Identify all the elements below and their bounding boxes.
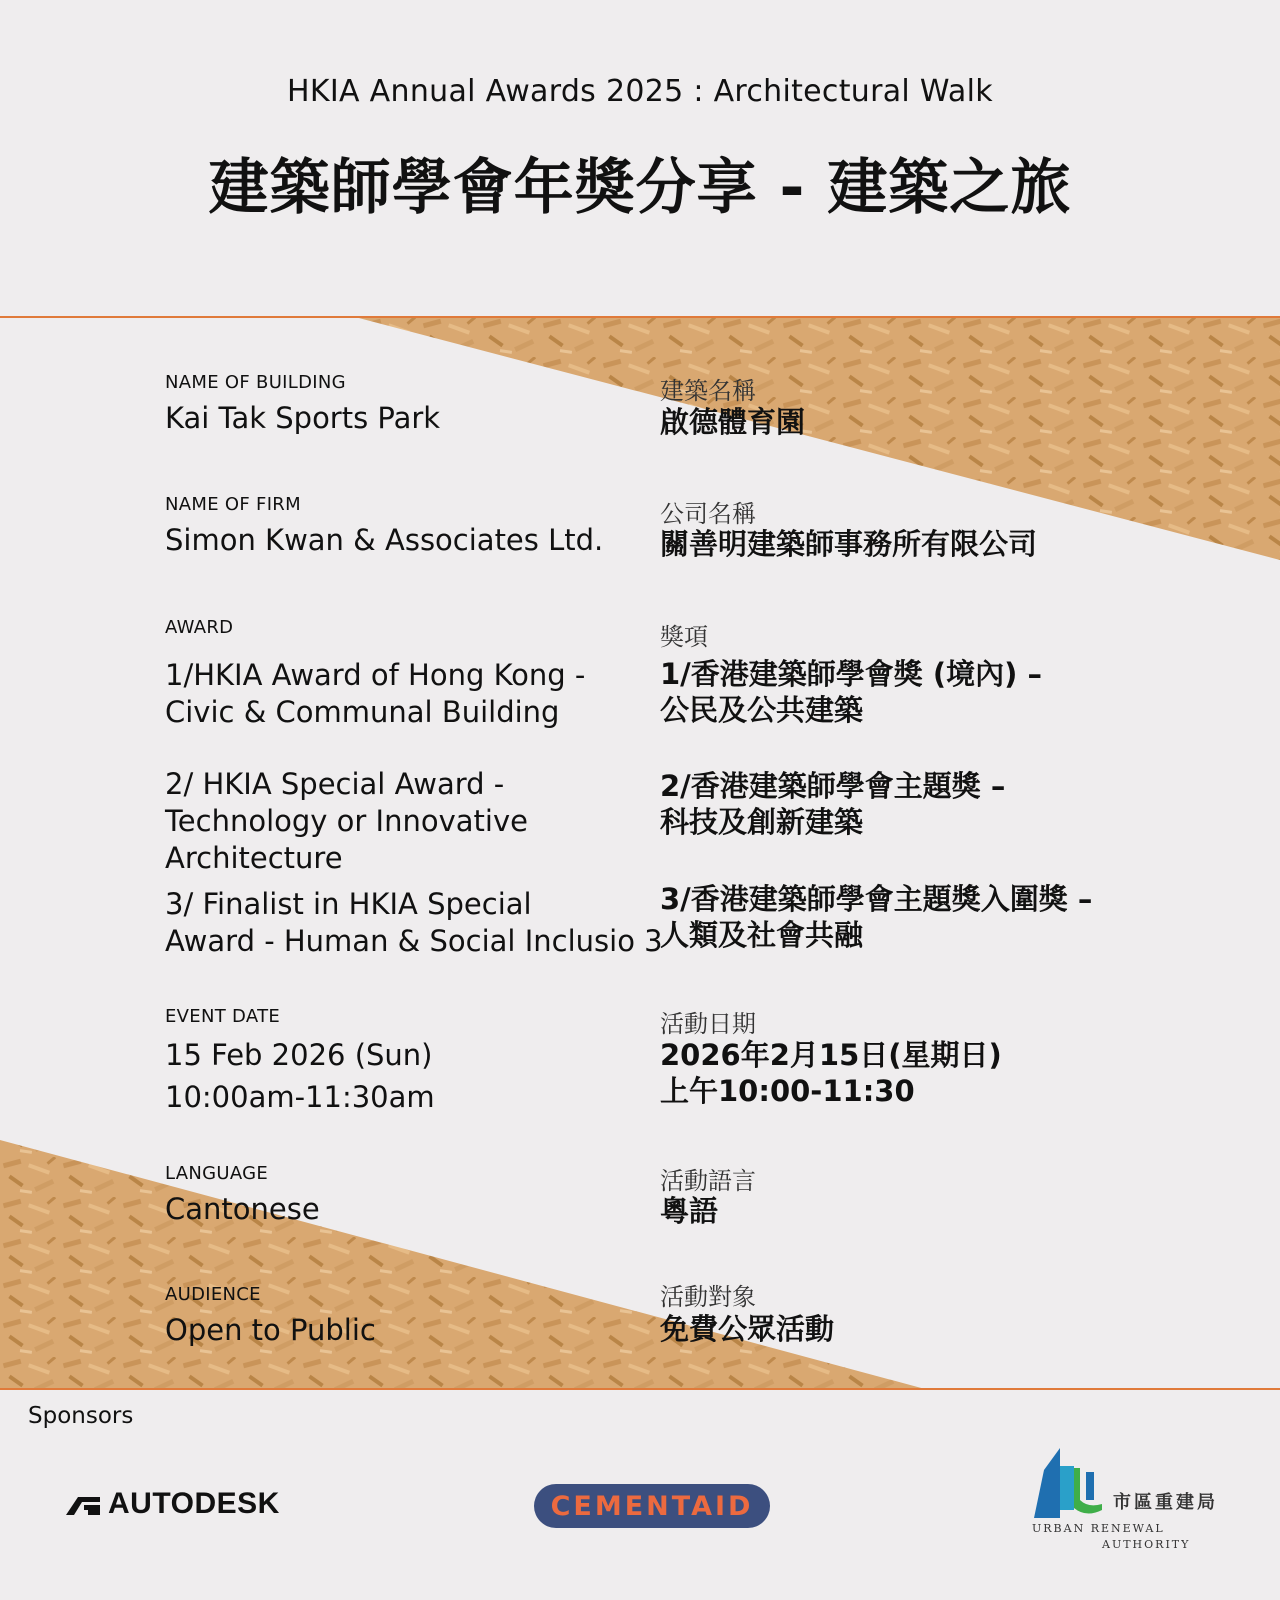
language-label-en: LANGUAGE [165,1163,269,1184]
award-label-zh: 獎項 [660,623,708,651]
audience-value-en: Open to Public [165,1313,376,1347]
building-value-zh: 啟德體育園 [660,405,806,439]
building-label-en: NAME OF BUILDING [165,372,346,393]
ura-name-en-line1: URBAN RENEWAL [1032,1522,1165,1535]
ura-name-zh: 市區重建局 [1113,1492,1218,1513]
language-label-zh: 活動語言 [660,1167,756,1195]
date-value-en: 15 Feb 2026 (Sun) 10:00am-11:30am [165,1038,435,1114]
award-item-1-en: 1/HKIA Award of Hong Kong - Civic & Communal Building [165,658,586,729]
date-value-zh: 2026年2月15日(星期日) 上午10:00-11:30 [660,1038,1002,1108]
audience-value-zh: 免費公眾活動 [660,1312,835,1346]
autodesk-logo [66,1488,280,1520]
sponsors-heading: Sponsors [28,1403,134,1429]
page-title-en: HKIA Annual Awards 2025 : Architectural Walk [287,74,993,109]
award-item-3-en: 3/ Finalist in HKIA Special Award - Human & Social Inclusio 3 [165,887,663,958]
language-value-zh: 粵語 [660,1194,719,1228]
firm-value-en: Simon Kwan & Associates Ltd. [165,523,604,557]
award-item-3-zh: 3/香港建築師學會主題獎入圍獎 – 人類及社會共融 [660,882,1093,952]
page-title-zh: 建築師學會年獎分享 - 建築之旅 [208,153,1072,223]
building-label-zh: 建築名稱 [660,377,756,405]
audience-label-zh: 活動對象 [660,1283,756,1311]
award-item-2-zh: 2/香港建築師學會主題獎 – 科技及創新建築 [660,769,1006,839]
building-value-en: Kai Tak Sports Park [165,401,441,435]
award-item-2-en: 2/ HKIA Special Award - Technology or Innovative Architecture [165,767,528,875]
audience-label-en: AUDIENCE [165,1284,261,1305]
award-item-1-zh: 1/香港建築師學會獎 (境內) – 公民及公共建築 [660,657,1042,727]
firm-label-en: NAME OF FIRM [165,494,301,515]
date-label-zh: 活動日期 [660,1010,756,1038]
award-label-en: AWARD [165,617,234,638]
cementaid-wordmark: CEMENTAID [550,1490,754,1522]
date-label-en: EVENT DATE [165,1006,281,1027]
language-value-en: Cantonese [165,1192,320,1226]
autodesk-mark-icon [66,1493,100,1515]
ura-mark-icon [1030,1448,1110,1520]
cementaid-logo [534,1484,770,1528]
firm-label-zh: 公司名稱 [660,500,756,528]
ura-logo [1030,1448,1230,1558]
autodesk-wordmark: AUTODESK [108,1487,280,1520]
ura-name-en-line2: AUTHORITY [1102,1538,1191,1551]
firm-value-zh: 關善明建築師事務所有限公司 [660,527,1038,561]
